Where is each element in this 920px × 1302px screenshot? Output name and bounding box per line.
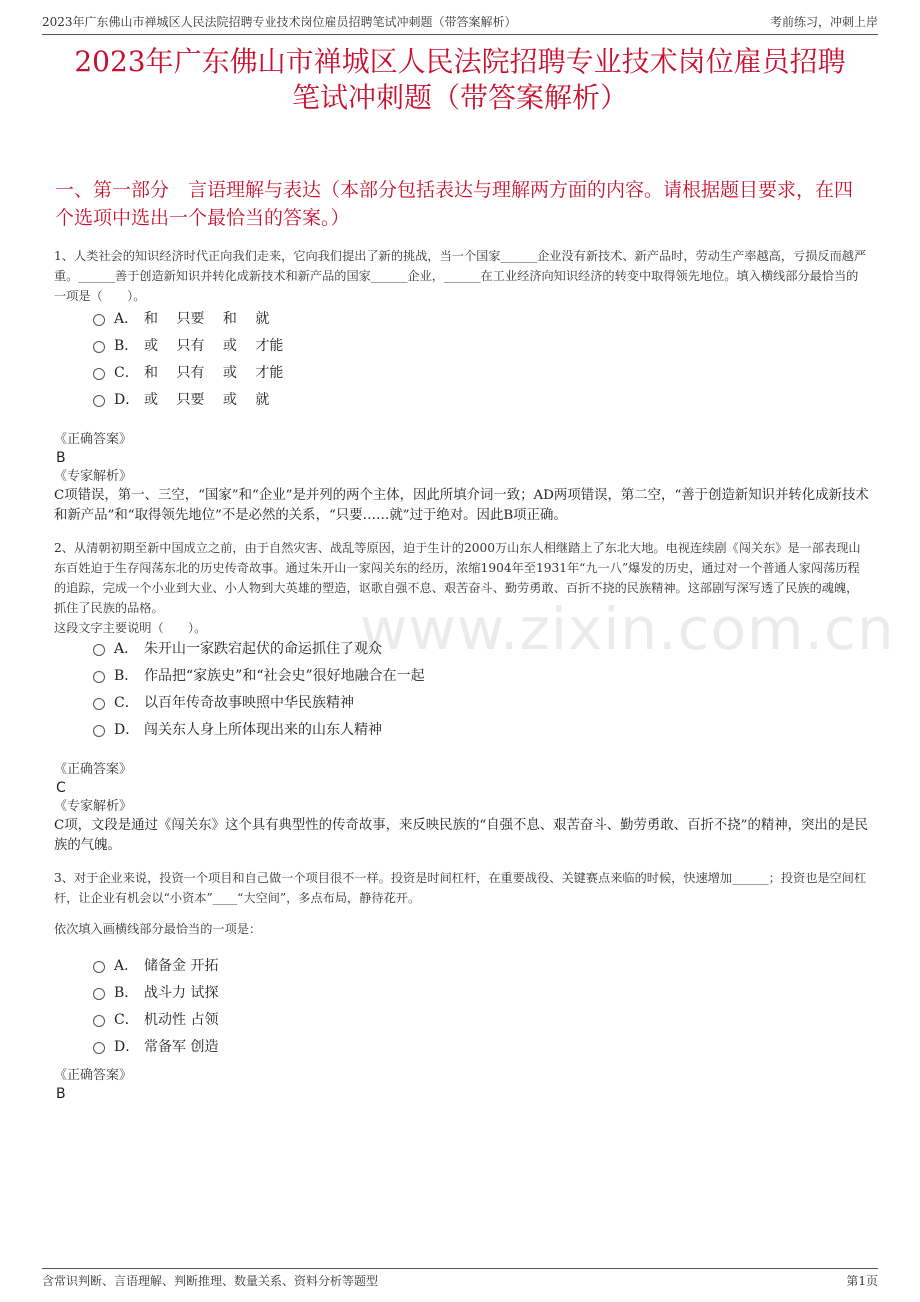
page-footer — [42, 1272, 878, 1289]
question-1-option-b[interactable] — [93, 335, 283, 355]
radio-icon[interactable] — [93, 314, 105, 326]
radio-icon[interactable] — [93, 644, 105, 656]
title-line-1: 2023年广东佛山市禅城区人民法院招聘专业技术岗位雇员招聘 — [74, 45, 846, 78]
radio-icon[interactable] — [93, 988, 105, 1000]
radio-icon[interactable] — [93, 1015, 105, 1027]
page-title — [40, 44, 880, 116]
question-3-option-c[interactable] — [93, 1009, 218, 1029]
option-letter: A． — [114, 641, 139, 657]
option-letter: D． — [114, 722, 140, 738]
option-letter: A． — [114, 311, 139, 327]
question-2-option-a[interactable] — [93, 638, 382, 658]
option-text: 战斗力 试探 — [144, 985, 219, 1001]
option-letter: C． — [114, 365, 139, 381]
header-slogan: 考前练习，冲刺上岸 — [769, 14, 878, 29]
question-3-text: 3、对于企业来说，投资一个项目和自己做一个项目很不一样。投资是时间杠杆，在重要战役、关键赛点来临的时候，快速增加______；投资也是空间杠杆，让企业有机会以“小资本”____“大空间”，多点布局，静待花开。 — [54, 871, 867, 905]
option-letter: D． — [114, 1039, 140, 1055]
correct-answer-value: B — [56, 450, 66, 466]
question-1-option-c[interactable] — [93, 362, 283, 382]
radio-icon[interactable] — [93, 961, 105, 973]
radio-icon[interactable] — [93, 341, 105, 353]
expert-analysis-text: C项错误，第一、三空，“国家”和“企业”是并列的两个主体，因此所填介词一致；AD两项错误，第二空，“善于创造新知识并转化成新技术和新产品”和“取得领先地位”不是必然的关系，“只要……就”过于绝对。因此B项正确。 — [54, 488, 869, 523]
footer-divider — [42, 1268, 878, 1269]
option-text: 作品把“家族史”和“社会史”很好地融合在一起 — [144, 668, 425, 684]
question-3-option-d[interactable] — [93, 1036, 218, 1056]
footer-description: 含常识判断、言语理解、判断推理、数量关系、资料分析等题型 — [42, 1274, 379, 1288]
question-3-option-b[interactable] — [93, 982, 218, 1002]
title-line-2: 笔试冲刺题（带答案解析） — [291, 81, 628, 114]
question-2-answer-section — [54, 760, 870, 856]
option-letter: C． — [114, 695, 139, 711]
correct-answer-value: B — [56, 1086, 66, 1102]
radio-icon[interactable] — [93, 395, 105, 407]
correct-answer-label: 《正确答案》 — [54, 762, 133, 777]
radio-icon[interactable] — [93, 1042, 105, 1054]
radio-icon[interactable] — [93, 698, 105, 710]
option-text: 常备军 创造 — [144, 1039, 219, 1055]
option-text: 或 只要 或 就 — [144, 392, 270, 408]
question-2-option-d[interactable] — [93, 719, 382, 739]
option-text: 或 只有 或 才能 — [144, 338, 284, 354]
radio-icon[interactable] — [93, 725, 105, 737]
question-1-option-d[interactable] — [93, 389, 269, 409]
question-3-prompt: 依次填入画横线部分最恰当的一项是： — [54, 922, 262, 936]
header-divider — [42, 34, 878, 35]
option-text: 以百年传奇故事映照中华民族精神 — [144, 695, 354, 711]
correct-answer-value: C — [56, 780, 66, 796]
question-3 — [54, 868, 870, 908]
question-2-option-b[interactable] — [93, 665, 425, 685]
option-text: 闯关东人身上所体现出来的山东人精神 — [144, 722, 382, 738]
question-2-prompt: 这段文字主要说明（ ）。 — [54, 621, 207, 635]
expert-analysis-label: 《专家解析》 — [54, 799, 133, 814]
option-letter: A． — [114, 958, 139, 974]
option-letter: B． — [114, 668, 139, 684]
question-1-text: 1、人类社会的知识经济时代正向我们走来，它向我们提出了新的挑战，当一个国家______企业没有新技术、新产品时，劳动生产率越高，亏损反而越严重。______善于创造新知识并转化成新技术和新产品的国家______企业，______在工业经济向知识经济的转变中取得领先地位。填入横线部分最恰当的一项是（ ）。 — [54, 249, 867, 303]
option-letter: B． — [114, 985, 139, 1001]
option-text: 和 只要 和 就 — [144, 311, 270, 327]
option-text: 朱开山一家跌宕起伏的命运抓住了观众 — [144, 641, 382, 657]
option-letter: B． — [114, 338, 139, 354]
page-number: 第1页 — [846, 1274, 878, 1288]
header-document-title: 2023年广东佛山市禅城区人民法院招聘专业技术岗位雇员招聘笔试冲刺题（带答案解析） — [42, 14, 517, 29]
section-heading: 一、第一部分 言语理解与表达（本部分包括表达与理解两方面的内容。请根据题目要求，在四个选项中选出一个最恰当的答案。） — [55, 179, 854, 229]
option-letter: C． — [114, 1012, 139, 1028]
option-letter: D． — [114, 392, 140, 408]
question-2-text: 2、从清朝初期至新中国成立之前，由于自然灾害、战乱等原因，迫于生计的2000万山东人相继踏上了东北大地。电视连续剧《闯关东》是一部表现山东百姓迫于生存闯荡东北的历史传奇故事。通过朱开山一家闯关东的经历，浓缩1904年至1931年“九一八”爆发的历史，通过对一个普通人家闯荡历程的追踪，完成一个小业到大业、小人物到大英雄的塑造，讴歌自强不息、艰苦奋斗、勤劳勇敢、百折不挠的民族精神。这部剧写深写透了民族的魂魄，抓住了民族的品格。 — [54, 541, 861, 615]
question-3-option-a[interactable] — [93, 955, 218, 975]
correct-answer-label: 《正确答案》 — [54, 1068, 133, 1083]
option-text: 机动性 占领 — [144, 1012, 219, 1028]
question-1-option-a[interactable] — [93, 308, 269, 328]
question-3-answer-section — [54, 1066, 870, 1103]
correct-answer-label: 《正确答案》 — [54, 432, 133, 447]
option-text: 储备金 开拓 — [144, 958, 219, 974]
radio-icon[interactable] — [93, 368, 105, 380]
question-1 — [54, 246, 870, 306]
question-3-prompt-wrap — [54, 919, 870, 939]
question-2-option-c[interactable] — [93, 692, 354, 712]
option-text: 和 只有 或 才能 — [144, 365, 284, 381]
expert-analysis-label: 《专家解析》 — [54, 469, 133, 484]
question-1-answer-section — [54, 430, 870, 526]
watermark: www.zixin.com.cn — [360, 595, 895, 663]
radio-icon[interactable] — [93, 671, 105, 683]
expert-analysis-text: C项，文段是通过《闯关东》这个具有典型性的传奇故事，来反映民族的“自强不息、艰苦奋斗、勤劳勇敢、百折不挠”的精神，突出的是民族的气魄。 — [54, 818, 868, 853]
page-header — [42, 10, 878, 32]
